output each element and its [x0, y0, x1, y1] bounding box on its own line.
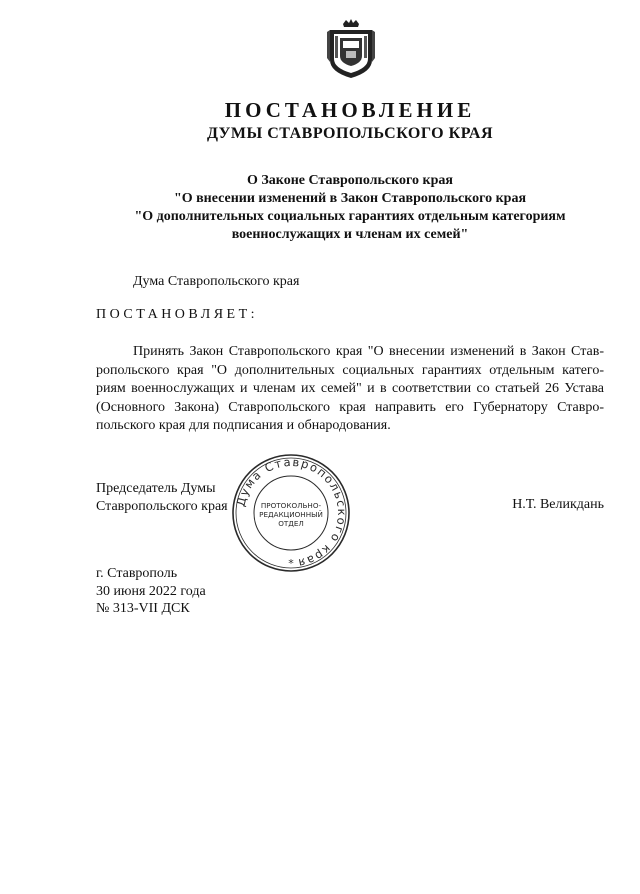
coat-of-arms-icon: [326, 18, 376, 80]
stamp-center-line: РЕДАКЦИОННЫЙ: [259, 510, 323, 519]
footer-city: г. Ставрополь: [96, 566, 178, 581]
subject-line: военнослужащих и членам их семей": [231, 227, 469, 242]
body-line: (Основного Закона) Ставропольского края направить его Губернатору Ставро-: [96, 399, 604, 415]
body-line: риям военнослужащих и членам их семей" и в соответствии со статьей 26 Устава: [96, 381, 604, 396]
stamp-center-line: ПРОТОКОЛЬНО-: [260, 501, 322, 510]
body-line: ропольского края "О дополнительных социальных гарантиях отдельным катего-: [96, 362, 604, 378]
footer-number: № 313-VII ДСК: [96, 601, 190, 616]
signatory-position: [96, 480, 228, 516]
resolves-heading: ПОСТАНОВЛЯЕТ:: [96, 307, 259, 322]
resolution-body: [96, 343, 604, 436]
subject-line: О Законе Ставропольского края: [247, 173, 453, 188]
footer-date: 30 июня 2022 года: [96, 583, 206, 599]
subject-line: "О внесении изменений в Закон Ставропольского края: [173, 191, 527, 206]
stamp-center-line: ОТДЕЛ: [278, 519, 304, 528]
stamp-ring-text: Дума Ставропольского края: [233, 454, 350, 571]
document-subtitle: ДУМЫ СТАВРОПОЛЬСКОГО КРАЯ: [206, 125, 494, 142]
issuer: Дума Ставропольского края: [133, 274, 300, 289]
document-title: ПОСТАНОВЛЕНИЕ: [224, 98, 476, 122]
document-footer: [96, 565, 206, 618]
body-line: Принять Закон Ставропольского края "О внесении изменений в Закон Став-: [133, 344, 604, 359]
position-line: Председатель Думы: [96, 481, 216, 496]
body-line: польского края для подписания и обнародования.: [96, 418, 391, 433]
position-line: Ставропольского края: [96, 499, 228, 514]
stamp-star: *: [288, 557, 294, 570]
official-stamp: [230, 452, 352, 574]
signatory-name: Н.Т. Великдань: [512, 497, 604, 512]
document-subject: [0, 172, 640, 244]
subject-line: "О дополнительных социальных гарантиях отдельным категориям: [134, 209, 566, 224]
